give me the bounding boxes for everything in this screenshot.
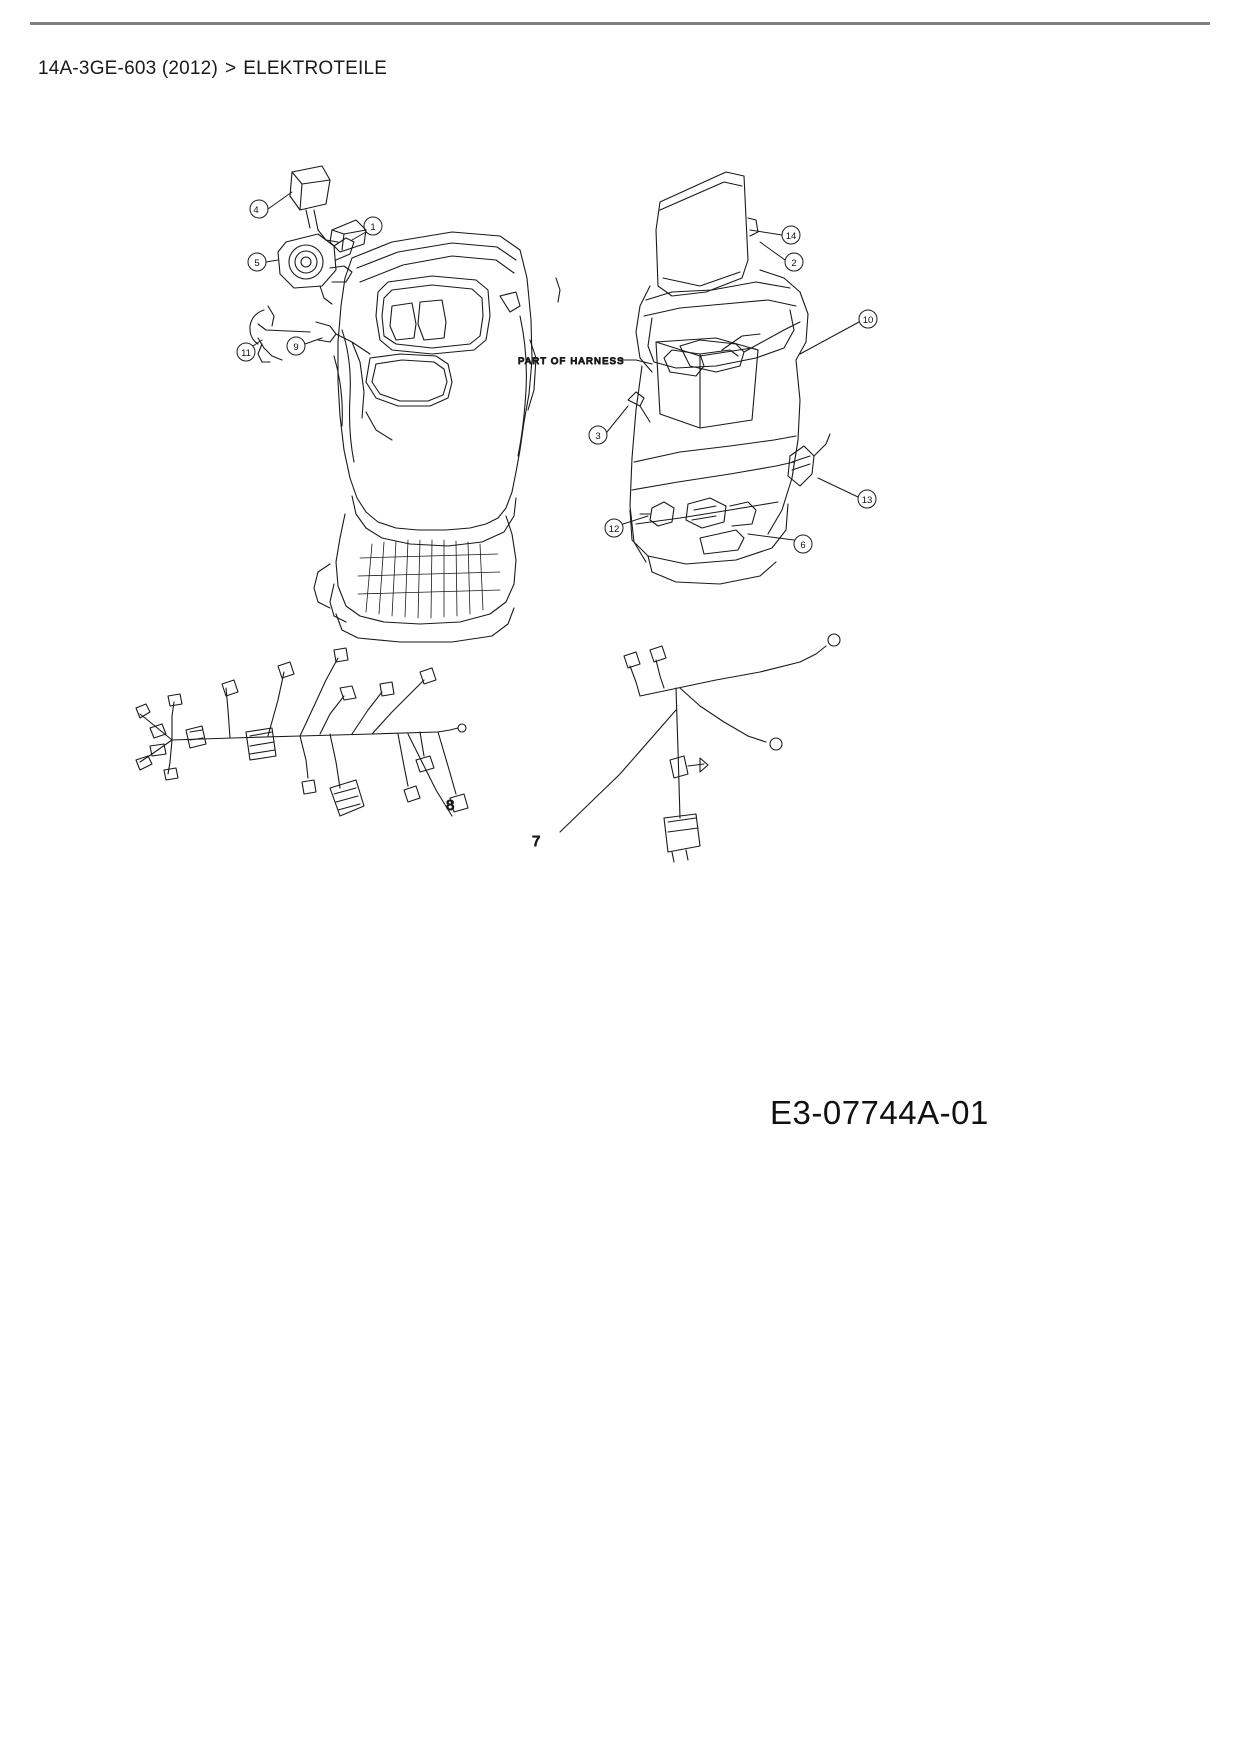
part-11-lead <box>258 338 282 362</box>
breadcrumb-model-code[interactable]: 14A-3GE-603 (2012) <box>38 58 218 79</box>
callout-label-14: 14 <box>785 231 797 242</box>
callout-label-3: 3 <box>595 431 601 442</box>
callout-bubbles <box>237 192 877 553</box>
breadcrumb-separator: > <box>224 58 237 79</box>
hood-dash-assembly <box>250 166 560 642</box>
callout-label-9: 9 <box>293 342 299 353</box>
callout-label-6: 6 <box>800 540 806 551</box>
callout-label-2: 2 <box>791 258 797 269</box>
harness-8 <box>136 648 468 816</box>
breadcrumb <box>38 58 387 80</box>
part-4-switch <box>290 166 338 242</box>
breadcrumb-section-title: ELEKTROTEILE <box>243 58 388 79</box>
harness-7 <box>560 634 840 862</box>
leader-label-7: 7 <box>532 833 541 850</box>
callout-label-5: 5 <box>254 258 260 269</box>
part-9-lead <box>250 306 336 344</box>
header-divider <box>30 22 1210 25</box>
callout-label-11: 11 <box>241 348 251 359</box>
harness-note-text: PART OF HARNESS <box>518 356 625 367</box>
frame-battery-assembly <box>518 172 830 584</box>
callout-label-13: 13 <box>861 495 873 506</box>
part-3-bolt <box>628 392 650 422</box>
leader-label-8: 8 <box>446 797 455 814</box>
exploded-parts-diagram <box>0 110 1240 1070</box>
drawing-code: E3-07744A-01 <box>770 1094 989 1131</box>
callout-label-4: 4 <box>253 205 259 216</box>
callout-label-10: 10 <box>862 315 874 326</box>
callout-label-12: 12 <box>608 524 620 535</box>
callout-label-1: 1 <box>370 222 376 233</box>
